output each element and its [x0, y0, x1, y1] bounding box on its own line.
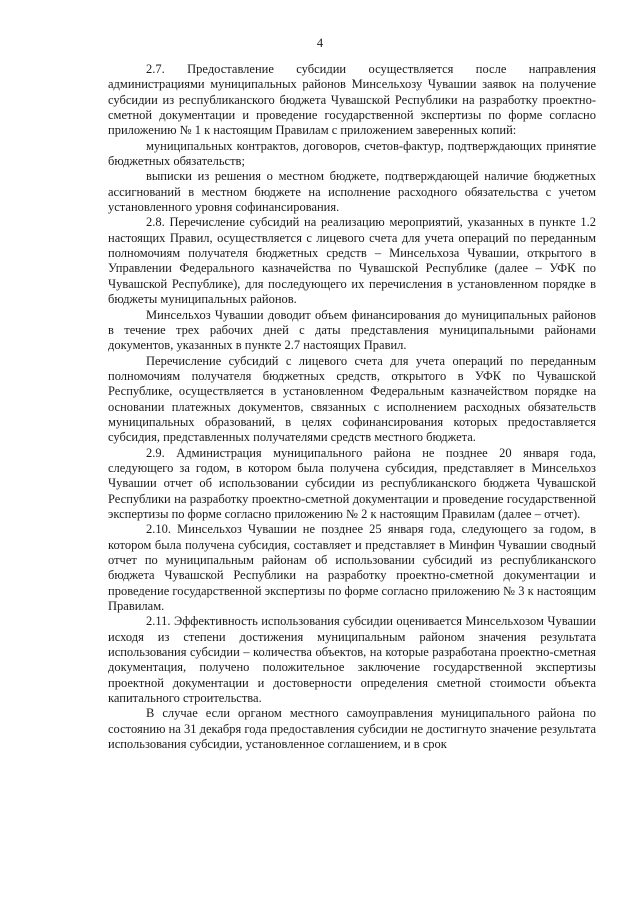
paragraph-2-11: 2.11. Эффективность использования субсидии оценивается Минсельхозом Чувашии исходя из степени достижения муниципальным районом значения результата использования субсидии – количества объектов, на которые разработана проектно-сметная документация, получено положительное заключение государственной экспертизы проектной документации и достоверности определения сметной стоимости объекта капитального строительства. — [108, 614, 596, 706]
paragraph-2-9: 2.9. Администрация муниципального района не позднее 20 января года, следующего за годом, в котором была получена субсидия, представляет в Минсельхоз Чувашии отчет об использовании субсидии из республиканского бюджета Чувашской Республики на разработку проектно-сметной документации и проведение государственной экспертизы по форме согласно приложению № 2 к настоящим Правилам (далее – отчет). — [108, 445, 596, 521]
paragraph-2-10: 2.10. Минсельхоз Чувашии не позднее 25 января года, следующего за годом, в котором была получена субсидия, составляет и представляет в Минфин Чувашии сводный отчет по муниципальным районам об использовании субсидий из республиканского бюджета Чувашской Республики на разработку проектно-сметной документации и проведение государственной экспертизы по форме согласно приложению № 3 к настоящим Правилам. — [108, 522, 596, 614]
page-number: 4 — [316, 36, 324, 50]
paragraph-2-7: 2.7. Предоставление субсидии осуществляется после направления администрациями муниципальных районов Минсельхозу Чувашии заявок на получение субсидии из республиканского бюджета Чувашской Республики на разработку проектно-сметной документации и проведение государственной экспертизы по форме согласно приложению № 1 к настоящим Правилам с приложением заверенных копий: — [108, 62, 596, 138]
paragraph-funding-notice: Минсельхоз Чувашии доводит объем финансирования до муниципальных районов в течение трех рабочих дней с даты представления муниципальными районами документов, указанных в пункте 2.7 настоящих Правил. — [108, 307, 596, 353]
paragraph-non-achievement: В случае если органом местного самоуправления муниципального района по состоянию на 31 декабря года предоставления субсидии не достигнуто значение результата использования субсидии, установленное соглашением, и в срок — [108, 706, 596, 752]
paragraph-budget-extract: выписки из решения о местном бюджете, подтверждающей наличие бюджетных ассигнований в местном бюджете на исполнение расходного обязательства с учетом установленного уровня софинансирования. — [108, 169, 596, 215]
paragraph-contracts: муниципальных контрактов, договоров, счетов-фактур, подтверждающих принятие бюджетных обязательств; — [108, 138, 596, 169]
paragraph-transfer: Перечисление субсидий с лицевого счета для учета операций по переданным полномочиям получателя бюджетных средств, открытого в УФК по Чувашской Республике, осуществляется в установленном Федеральным казначейством порядке на основании платежных документов, связанных с исполнением расходных обязательств муниципальных образований, в целях софинансирования которых предоставляется субсидия, представленных получателями средств местного бюджета. — [108, 353, 596, 445]
paragraph-2-8: 2.8. Перечисление субсидий на реализацию мероприятий, указанных в пункте 1.2 настоящих Правил, осуществляется с лицевого счета для учета операций по переданным полномочиям получателя бюджетных средств – Минсельхоза Чувашии, открытого в Управлении Федерального казначейства по Чувашской Республике (далее – УФК по Чувашской Республике), для последующего их перечисления в установленном порядке в бюджеты муниципальных районов. — [108, 215, 596, 307]
document-body — [108, 62, 596, 752]
